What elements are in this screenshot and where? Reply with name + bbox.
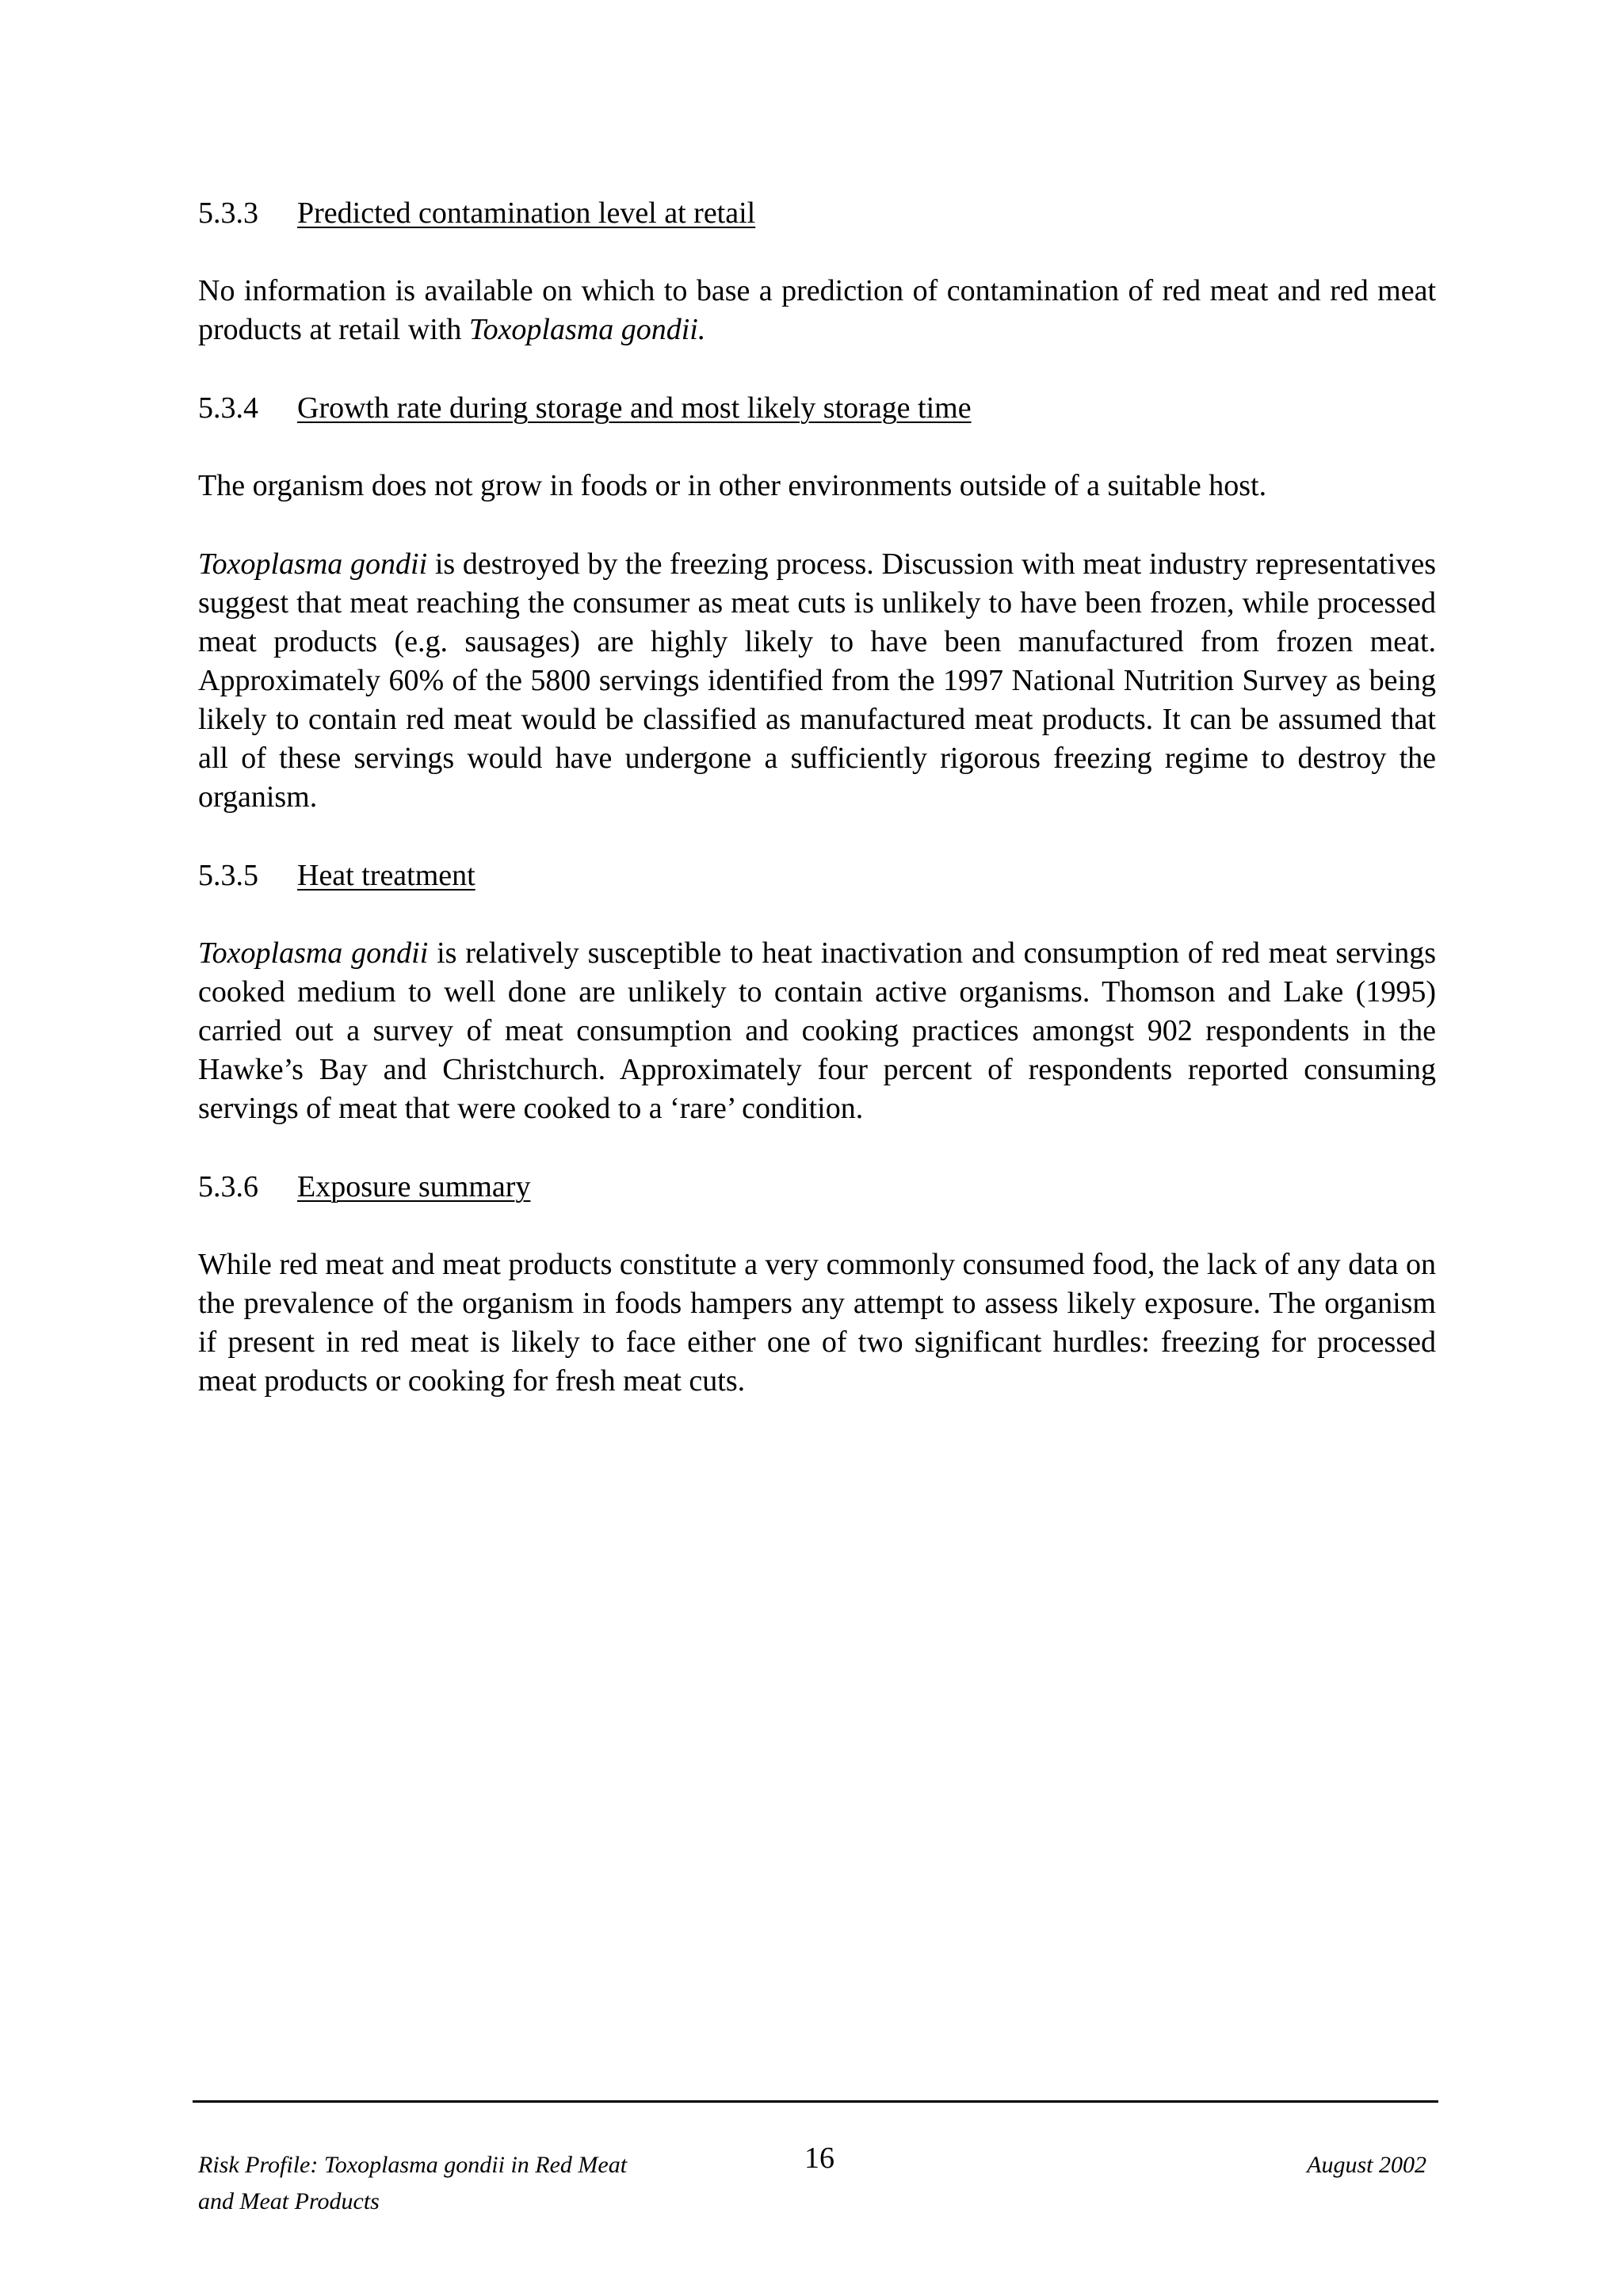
paragraph-text: is relatively susceptible to heat inactivation and consumption of red meat servings cooked medium to well done are unlikely to contain active organisms. Thomson and Lake (1995) carried out a survey of meat consumption and cooking practices amongst 902 respondents in the Hawke’s Bay and Christchurch. Approximately four percent of respondents reported consuming servings of meat that were cooked to a ‘rare’ condition. xyxy=(198,936,1436,1125)
species-name: Toxoplasma gondii xyxy=(198,547,428,581)
paragraph-text: is destroyed by the freezing process. Discussion with meat industry representatives suggest that meat reaching the consumer as meat cuts is unlikely to have been frozen, while processed meat products (e.g. sausages) are highly likely to have been manufactured from frozen meat. Approximately 60% of the 5800 servings identified from the 1997 National Nutrition Survey as being likely to contain red meat would be classified as manufactured meat products. It can be assumed that all of these servings would have undergone a sufficiently rigorous freezing regime to destroy the organism. xyxy=(198,547,1436,814)
species-name: Toxoplasma gondii xyxy=(198,936,429,970)
section-number: 5.3.4 xyxy=(198,391,258,425)
footer-document-title xyxy=(198,2147,705,2220)
paragraph xyxy=(198,1245,1436,1401)
paragraph xyxy=(198,272,1436,349)
section-heading-5-3-3 xyxy=(198,194,1436,232)
section-number: 5.3.3 xyxy=(198,196,258,230)
section-heading-5-3-5 xyxy=(198,856,1436,894)
paragraph-text: The organism does not grow in foods or in other environments outside of a suitable host. xyxy=(198,469,1267,502)
section-title: Exposure summary xyxy=(297,1170,531,1203)
species-name: Toxoplasma gondii. xyxy=(468,313,706,346)
section-number: 5.3.5 xyxy=(198,859,258,892)
section-title: Predicted contamination level at retail xyxy=(297,196,756,230)
section-heading-5-3-4 xyxy=(198,389,1436,427)
section-number: 5.3.6 xyxy=(198,1170,258,1203)
page-number: 16 xyxy=(804,2142,834,2175)
paragraph xyxy=(198,934,1436,1128)
page-content xyxy=(198,194,1436,1440)
paragraph-text: While red meat and meat products constitute a very commonly consumed food, the lack of any data on the prevalence of the organism in foods hampers any attempt to assess likely exposure. The organism if present in red meat is likely to face either one of two significant hurdles: freezing for processed meat products or cooking for fresh meat cuts. xyxy=(198,1248,1436,1398)
footer-title-line-2: and Meat Products xyxy=(198,2188,380,2214)
paragraph-text: No information is available on which to base a prediction of contamination of red meat and red meat products at retail with xyxy=(198,274,1436,346)
footer-date: August 2002 xyxy=(1307,2152,1426,2178)
paragraph xyxy=(198,467,1436,505)
section-title: Heat treatment xyxy=(297,859,475,892)
footer-divider xyxy=(193,2100,1438,2103)
footer-title-line-1: Risk Profile: Toxoplasma gondii in Red Meat xyxy=(198,2152,628,2178)
section-title: Growth rate during storage and most likely storage time xyxy=(297,391,972,425)
paragraph xyxy=(198,545,1436,817)
section-heading-5-3-6 xyxy=(198,1168,1436,1206)
